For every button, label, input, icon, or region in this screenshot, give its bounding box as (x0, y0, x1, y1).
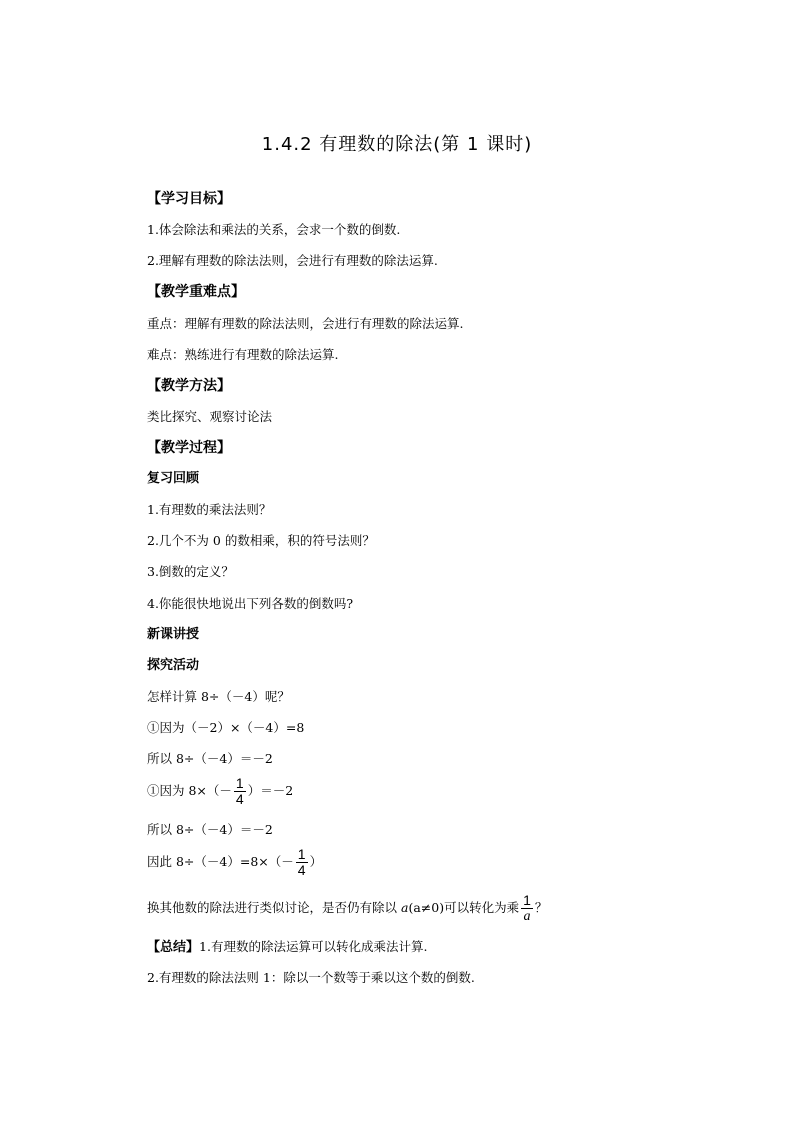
fraction-denominator: 4 (235, 791, 244, 807)
discussion-condition: (a≠0) (408, 900, 445, 915)
explore-discussion (147, 893, 547, 924)
review-item-3: 3.倒数的定义？ (147, 564, 234, 579)
review-item-4: 4.你能很快地说出下列各数的倒数吗? (147, 596, 354, 611)
conclusion-prefix: 因此 8÷（－4）=8×（－ (147, 854, 294, 869)
key-points-heading: 【教学重难点】 (147, 284, 245, 300)
explore-conclusion (147, 847, 322, 878)
fraction-denominator: a (523, 909, 531, 924)
summary-line-1 (147, 939, 427, 956)
discussion-prefix: 换其他数的除法进行类似讨论，是否仍有除以 (147, 900, 401, 915)
page-title: 1.4.2 有理数的除法(第 1 课时) (261, 134, 533, 155)
objective-1: 1.体会除法和乘法的关系，会求一个数的倒数. (147, 222, 401, 237)
step-2-suffix: ）＝－2 (247, 783, 294, 798)
process-heading: 【教学过程】 (147, 440, 231, 456)
variable-a: a (400, 900, 409, 915)
methods-heading: 【教学方法】 (147, 378, 231, 394)
review-item-2: 2.几个不为 0 的数相乘，积的符号法则？ (147, 533, 375, 548)
explore-heading: 探究活动 (147, 658, 200, 673)
conclusion-suffix: ） (309, 854, 323, 869)
fraction-numerator: 1 (235, 775, 244, 791)
fraction-one-quarter (296, 847, 308, 878)
objectives-heading: 【学习目标】 (147, 191, 231, 207)
discussion-suffix: ？ (534, 900, 548, 915)
summary-line-2: 2.有理数的除法法则 1：除以一个数等于乘以这个数的倒数. (147, 970, 475, 985)
explore-step-2-result: 所以 8÷（－4）＝－2 (147, 822, 273, 837)
fraction-numerator: 1 (523, 892, 531, 908)
review-heading: 复习回顾 (147, 471, 200, 486)
fraction-one-over-a (521, 893, 533, 924)
explore-step-1: ①因为（－2）×（－4）=8 (147, 720, 305, 735)
explore-step-1-result: 所以 8÷（－4）＝－2 (147, 751, 273, 766)
key-point-focus: 重点：理解有理数的除法法则，会进行有理数的除法运算. (147, 316, 464, 331)
fraction-one-quarter (234, 776, 246, 807)
new-lesson-heading: 新课讲授 (147, 627, 200, 642)
discussion-middle: 可以转化为乘 (444, 900, 520, 915)
summary-label: 【总结】 (147, 940, 200, 955)
objective-2: 2.理解有理数的除法法则，会进行有理数的除法运算. (147, 253, 438, 268)
fraction-numerator: 1 (297, 846, 306, 862)
explore-step-2 (147, 776, 293, 807)
review-item-1: 1.有理数的乘法法则？ (147, 502, 272, 517)
explore-question: 怎样计算 8÷（－4）呢？ (147, 689, 290, 704)
fraction-denominator: 4 (297, 862, 306, 878)
key-point-difficulty: 难点：熟练进行有理数的除法运算. (147, 347, 339, 362)
methods-text: 类比探究、观察讨论法 (147, 409, 273, 424)
summary-text-1: 1.有理数的除法运算可以转化成乘法计算. (199, 939, 428, 954)
step-2-prefix: ①因为 8×（－ (147, 783, 232, 798)
